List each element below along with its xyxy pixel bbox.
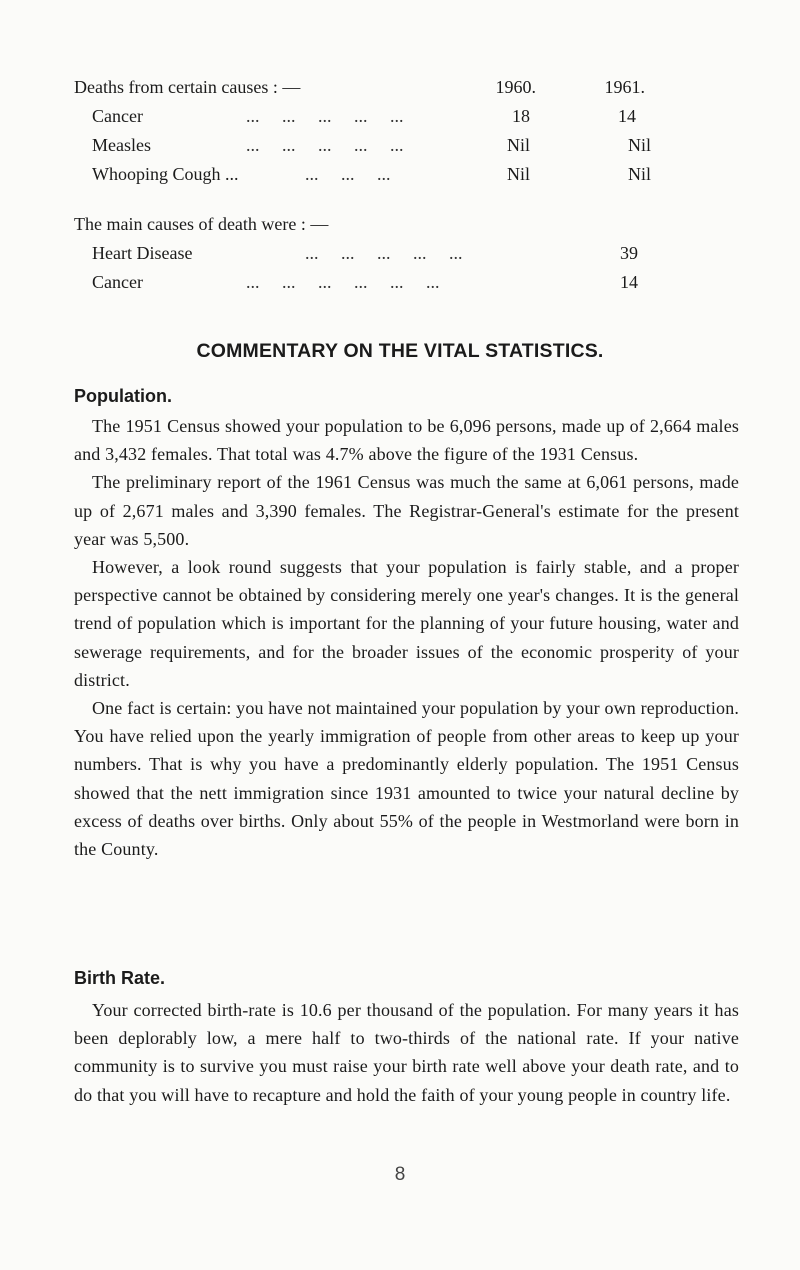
deaths-table-row-1961: Nil	[627, 164, 651, 184]
birth-rate-heading: Birth Rate.	[74, 968, 166, 988]
main-causes-row-count: 14	[620, 272, 638, 292]
deaths-table-row-1961: 14	[618, 106, 636, 126]
deaths-table-row-1960: 18	[512, 106, 530, 126]
paragraph: Your corrected birth-rate is 10.6 per thousand of the population. For many years it has been deplorably low, a mere half to two-thirds of the national rate. If your native community is to survive you must raise your birth rate well above your death rate, and to do that you will have to recapture and hold the faith of your young people in country life.	[74, 1000, 739, 1105]
deaths-table-row-cause: Whooping Cough ...	[92, 164, 239, 184]
main-causes-row-count: 39	[620, 243, 638, 263]
paragraph: One fact is certain: you have not maintained your population by your own reproduction. You have relied upon the yearly immigration of people from other areas to keep up your numbers. That is why you have a predominantly elderly population. The 1951 Census showed that the nett immigration since 1931 amounted to twice your natural decline by excess of deaths over births. Only about 55% of the people in Westmorland were born in the County.	[74, 698, 739, 860]
paragraph: The 1951 Census showed your population to be 6,096 persons, made up of 2,664 males and 3,432 females. That total was 4.7% above the figure of the 1931 Census.	[74, 416, 739, 465]
birth-rate-body	[74, 996, 739, 1109]
deaths-table-row-1960: Nil	[506, 135, 530, 155]
leader-dots: ... ... ... ... ...	[246, 135, 404, 155]
main-causes-row-cause: Cancer	[92, 272, 143, 292]
commentary-title: COMMENTARY ON THE VITAL STATISTICS.	[196, 340, 604, 362]
leader-dots: ... ... ... ... ...	[305, 243, 463, 263]
deaths-table-row-cause: Measles	[92, 135, 151, 155]
deaths-table-row-cause: Cancer	[92, 106, 143, 126]
deaths-table-row-1960: Nil	[506, 164, 530, 184]
paragraph: However, a look round suggests that your population is fairly stable, and a proper perspective cannot be obtained by considering merely one year's changes. It is the general trend of population which is important for the planning of your future housing, water and sewerage requirements, and for the broader issues of the economic prosperity of your district.	[74, 557, 739, 690]
population-heading: Population.	[74, 386, 172, 406]
paragraph: The preliminary report of the 1961 Census was much the same at 6,061 persons, made up of 2,671 males and 3,390 females. The Registrar-General's estimate for the present year was 5,500.	[74, 472, 739, 549]
leader-dots: ... ... ... ... ...	[246, 106, 404, 126]
leader-dots: ... ... ...	[305, 164, 391, 184]
deaths-table-heading: Deaths from certain causes : —	[74, 77, 301, 97]
leader-dots: ... ... ... ... ... ...	[246, 272, 440, 292]
page-number: 8	[394, 1164, 406, 1185]
population-body	[74, 412, 739, 863]
deaths-table-col-1960: 1960.	[495, 77, 536, 97]
deaths-table-col-1961: 1961.	[604, 77, 645, 97]
deaths-table-row-1961: Nil	[627, 135, 651, 155]
main-causes-row-cause: Heart Disease	[92, 243, 193, 263]
main-causes-heading: The main causes of death were : —	[74, 214, 329, 234]
